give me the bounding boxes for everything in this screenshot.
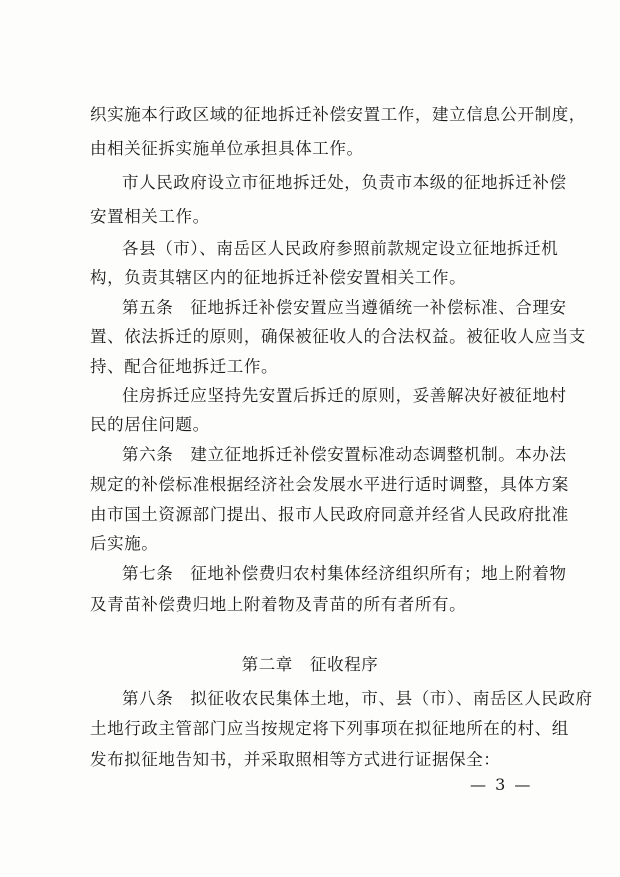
text-line: 土地行政主管部门应当按规定将下列事项在拟征地所在的村、组 xyxy=(90,719,569,738)
text-line: 及青苗补偿费归地上附着物及青苗的所有者所有。 xyxy=(90,595,467,614)
text-line: 发布拟征地告知书，并采取照相等方式进行证据保全： xyxy=(90,750,501,769)
text-line: 后实施。 xyxy=(90,534,159,553)
chapter-heading: 第二章 征收程序 xyxy=(241,655,379,674)
text-line: 规定的补偿标准根据经济社会发展水平进行适时调整，具体方案 xyxy=(90,475,569,494)
text-line: 安置相关工作。 xyxy=(90,207,210,226)
article-5-line: 第五条 征地拆迁补偿安置应当遵循统一补偿标准、合理安 xyxy=(122,298,567,317)
paragraph-start-line: 各县（市）、南岳区人民政府参照前款规定设立征地拆迁机 xyxy=(122,239,559,258)
text-line: 构，负责其辖区内的征地拆迁补偿安置相关工作。 xyxy=(90,268,467,287)
text-line: 持、配合征地拆迁工作。 xyxy=(90,357,279,376)
article-6-line: 第六条 建立征地拆迁补偿安置标准动态调整机制。本办法 xyxy=(122,445,567,464)
text-line: 由相关征拆实施单位承担具体工作。 xyxy=(90,139,364,158)
text-line: 织实施本行政区域的征地拆迁补偿安置工作，建立信息公开制度， xyxy=(90,105,586,124)
page-number: — 3 — xyxy=(470,775,533,794)
paragraph-start-line: 住房拆迁应坚持先安置后拆迁的原则，妥善解决好被征地村 xyxy=(122,386,567,405)
text-line: 置、依法拆迁的原则，确保被征收人的合法权益。被征收人应当支 xyxy=(90,327,586,346)
article-8-line: 第八条 拟征收农民集体土地，市、县（市）、南岳区人民政府 xyxy=(122,689,593,708)
text-line: 民的居住问题。 xyxy=(90,415,210,434)
text-line: 由市国土资源部门提出、报市人民政府同意并经省人民政府批准 xyxy=(90,505,569,524)
paragraph-start-line: 市人民政府设立市征地拆迁处，负责市本级的征地拆迁补偿 xyxy=(122,173,567,192)
article-7-line: 第七条 征地补偿费归农村集体经济组织所有；地上附着物 xyxy=(122,564,567,583)
